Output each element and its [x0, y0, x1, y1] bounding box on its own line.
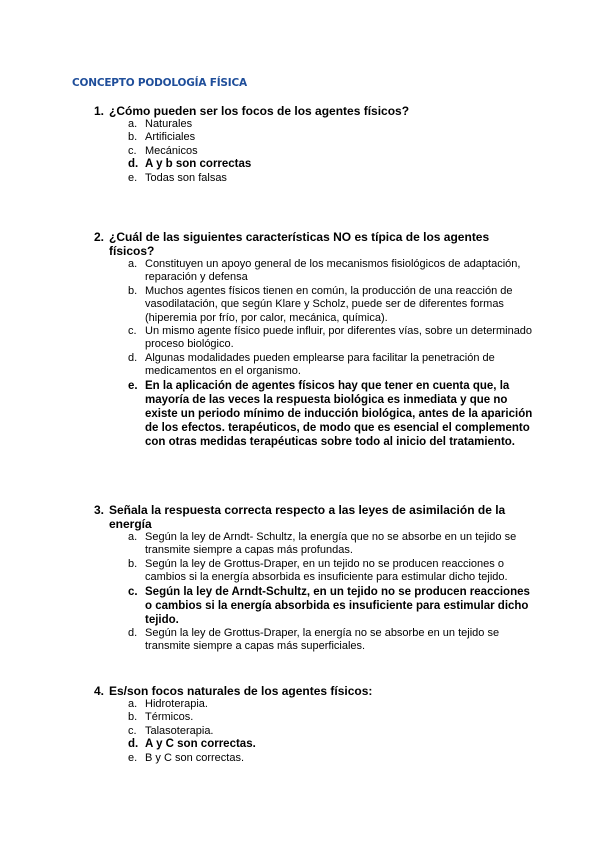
option-text: B y C son correctas. — [145, 751, 245, 764]
question-number: 2. — [94, 230, 105, 244]
option-e — [128, 172, 534, 185]
option-letter: c. — [128, 325, 137, 338]
option-letter: d. — [128, 158, 139, 171]
option-a — [128, 531, 534, 558]
option-text: Según la ley de Arndt- Schultz, la energía que no se absorbe en un tejido se transmite siempre a capas más profundas. — [145, 531, 517, 557]
option-d — [128, 627, 534, 654]
option-text: Constituyen un apoyo general de los mecanismos fisiológicos de adaptación, reparación y defensa — [145, 258, 521, 284]
question-header — [94, 684, 534, 698]
option-e-correct — [128, 379, 534, 449]
option-letter: e. — [128, 171, 138, 184]
option-letter: e. — [128, 379, 138, 392]
option-letter: a. — [128, 698, 138, 710]
option-text: Según la ley de Arndt-Schultz, en un tejido no se producen reacciones o cambios si la energía absorbida es insuficiente para estimular dicho tejido. — [145, 585, 530, 626]
question-4 — [94, 684, 534, 765]
option-letter: d. — [128, 738, 139, 751]
option-text: Según la ley de Grottus-Draper, en un tejido no se producen reacciones o cambios si la energía absorbida es insuficiente para estimular dicho tejido. — [145, 557, 508, 584]
option-letter: b. — [128, 711, 138, 724]
option-d-correct — [128, 158, 534, 171]
option-letter: c. — [128, 724, 137, 737]
option-letter: b. — [128, 284, 138, 297]
option-text: Naturales — [145, 118, 193, 130]
option-text: A y b son correctas — [145, 158, 252, 171]
question-2 — [94, 230, 534, 449]
option-text: Un mismo agente físico puede influir, por diferentes vías, sobre un determinado proceso biológico. — [145, 325, 533, 351]
option-list — [94, 531, 534, 653]
option-letter: d. — [128, 351, 138, 364]
option-letter: c. — [128, 585, 138, 598]
option-letter: a. — [128, 118, 138, 130]
option-letter: e. — [128, 751, 138, 764]
option-a — [128, 698, 534, 711]
question-header — [94, 104, 534, 118]
question-1 — [94, 104, 534, 185]
question-header — [94, 503, 534, 531]
question-text: Es/son focos naturales de los agentes físicos: — [109, 684, 373, 698]
option-text: Muchos agentes físicos tienen en común, la producción de una reacción de vasodilatación, que según Klare y Scholz, puede ser de diferentes formas (hiperemia por frío, por calor, mecánica, química). — [145, 284, 513, 324]
option-c — [128, 145, 534, 158]
option-text: Hidroterapia. — [145, 698, 208, 710]
option-letter: a. — [128, 258, 138, 270]
option-text: Según la ley de Grottus-Draper, la energía no se absorbe en un tejido se transmite siempre a capas más superficiales. — [145, 626, 500, 653]
question-text: ¿Cuál de las siguientes características NO es típica de los agentes físicos? — [109, 230, 490, 258]
option-b — [128, 558, 534, 585]
option-text: En la aplicación de agentes físicos hay que tener en cuenta que, la mayoría de las veces la respuesta biológica es inmediata y que no existe un periodo mínimo de inducción biológica, antes de la aparición de los efectos. terapéuticos, de modo que es esencial el complemento con otras medidas terapéuticas sobre todo al inicio del tratamiento. — [145, 379, 533, 448]
option-letter: c. — [128, 144, 137, 157]
option-c — [128, 325, 534, 352]
document-title: CONCEPTO PODOLOGÍA FÍSICA — [72, 77, 247, 89]
question-text: Señala la respuesta correcta respecto a las leyes de asimilación de la energía — [109, 503, 506, 531]
option-b — [128, 131, 534, 144]
option-text: Mecánicos — [145, 144, 198, 157]
option-text: Artificiales — [145, 131, 196, 144]
option-text: Térmicos. — [145, 711, 194, 724]
option-text: Algunas modalidades pueden emplearse para facilitar la penetración de medicamentos en el organismo. — [145, 351, 495, 378]
option-list — [94, 258, 534, 449]
option-e — [128, 752, 534, 765]
option-text: A y C son correctas. — [145, 738, 256, 751]
option-a — [128, 118, 534, 131]
option-c — [128, 725, 534, 738]
question-number: 4. — [94, 684, 105, 698]
option-letter: b. — [128, 131, 138, 144]
option-b — [128, 285, 534, 325]
question-3 — [94, 503, 534, 653]
option-d — [128, 352, 534, 379]
question-header — [94, 230, 534, 258]
option-a — [128, 258, 534, 285]
option-c-correct — [128, 585, 534, 627]
option-b — [128, 711, 534, 724]
question-number: 1. — [94, 104, 105, 118]
option-list — [94, 698, 534, 765]
option-text: Talasoterapia. — [145, 724, 214, 737]
option-list — [94, 118, 534, 185]
option-letter: a. — [128, 531, 138, 543]
option-letter: d. — [128, 626, 138, 639]
question-text: ¿Cómo pueden ser los focos de los agentes físicos? — [109, 104, 410, 118]
option-text: Todas son falsas — [145, 171, 227, 184]
option-d-correct — [128, 738, 534, 751]
option-letter: b. — [128, 557, 138, 570]
question-number: 3. — [94, 503, 105, 517]
